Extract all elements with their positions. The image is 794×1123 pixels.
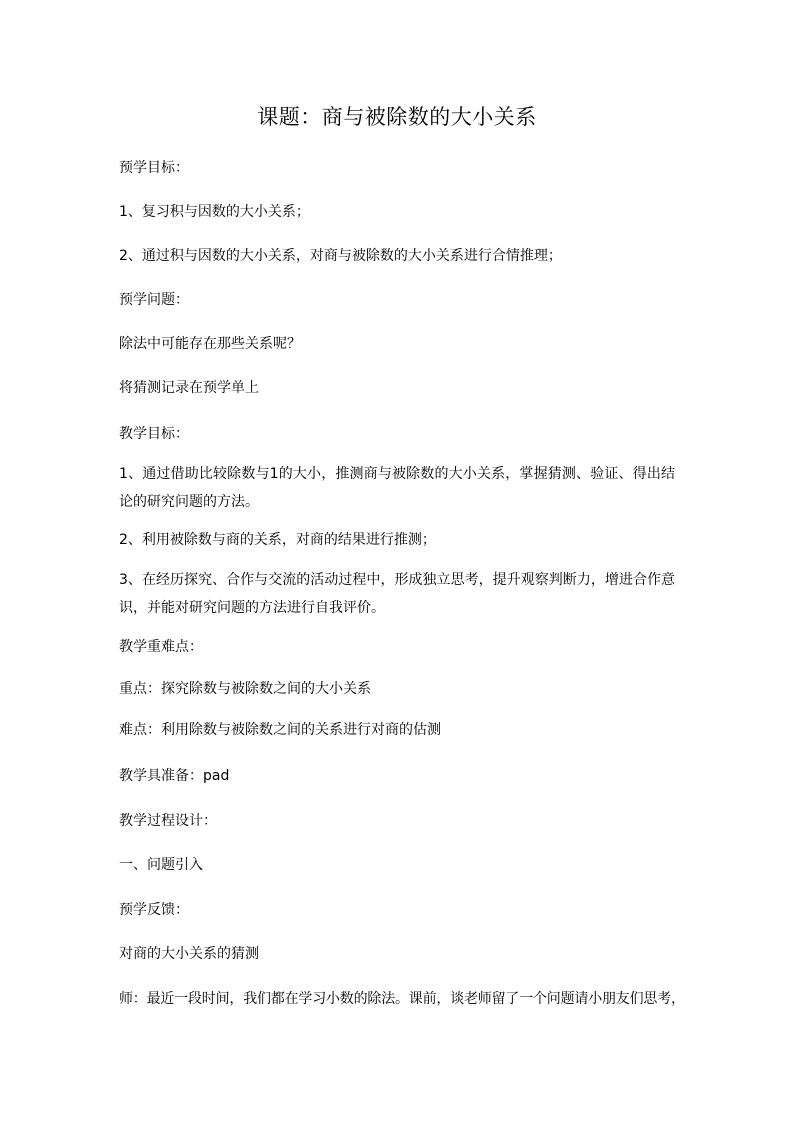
paragraph: 1、复习积与因数的大小关系； [119,204,310,220]
paragraph: 教学具准备：pad [119,768,230,784]
heading-preview-questions: 预学问题： [119,292,189,308]
heading-preview-goals: 预学目标： [119,160,189,176]
heading-key-points: 教学重难点： [119,639,203,655]
paragraph: 对商的大小关系的猜测 [119,946,259,962]
paragraph: 2、通过积与因数的大小关系，对商与被除数的大小关系进行合情推理； [119,248,562,264]
heading-section-1: 一、问题引入 [119,857,203,873]
heading-teaching-goals: 教学目标： [119,426,189,442]
heading-preview-feedback: 预学反馈： [119,902,189,918]
paragraph: 3、在经历探究、合作与交流的活动过程中，形成独立思考，提升观察判断力，增进合作意识，并能对研究问题的方法进行自我评价。 [119,572,675,616]
paragraph: 将猜测记录在预学单上 [119,380,259,396]
paragraph: 难点：利用除数与被除数之间的关系进行对商的估测 [119,722,441,738]
paragraph: 重点：探究除数与被除数之间的大小关系 [119,681,371,697]
paragraph: 2、利用被除数与商的关系，对商的结果进行推测； [119,532,436,548]
paragraph: 除法中可能存在那些关系呢？ [119,336,301,352]
paragraph: 1、通过借助比较除数与1的大小，推测商与被除数的大小关系，掌握猜测、验证、得出结论的研究问题的方法。 [119,466,675,510]
document-title: 课题：商与被除数的大小关系 [257,105,537,129]
paragraph: 师：最近一段时间，我们都在学习小数的除法。课前，谈老师留了一个问题请小朋友们思考， [119,991,685,1007]
heading-process-design: 教学过程设计： [119,813,217,829]
